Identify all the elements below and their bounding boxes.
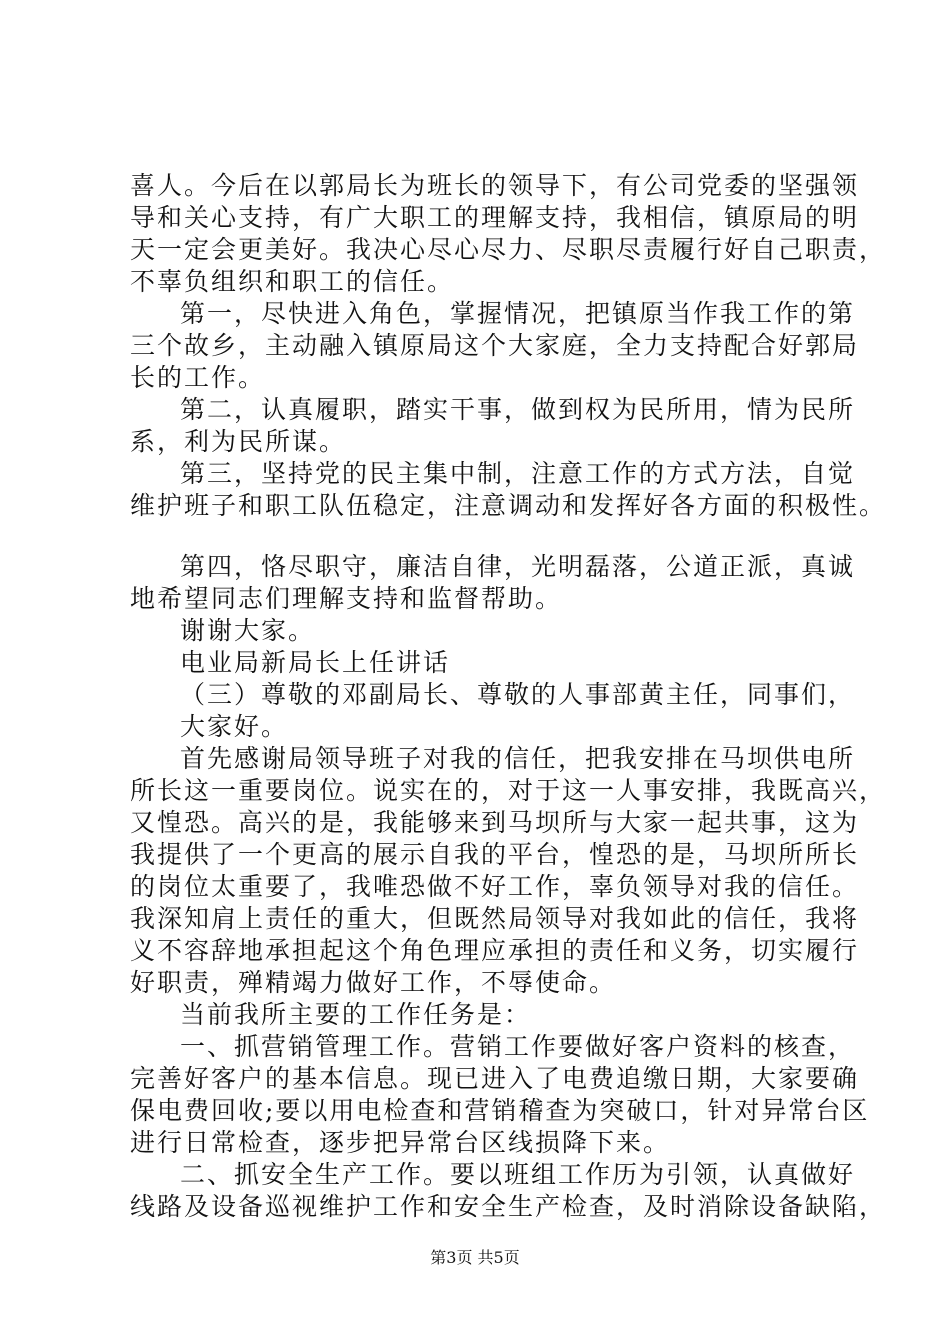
text-line: 第四，恪尽职守，廉洁自律，光明磊落，公道正派，真诚 [180, 552, 856, 581]
text-line: 第二，认真履职，踏实干事，做到权为民所用，情为民所 [180, 395, 856, 424]
text-line: 维护班子和职工队伍稳定，注意调动和发挥好各方面的积极性。 [130, 491, 887, 520]
text-line: 谢谢大家。 [180, 616, 316, 645]
text-line: 所长这一重要岗位。说实在的，对于这一人事安排，我既高兴， [130, 776, 887, 805]
text-line: 第三，坚持党的民主集中制，注意工作的方式方法，自觉 [180, 459, 856, 488]
text-line: 的岗位太重要了，我唯恐做不好工作，辜负领导对我的信任。 [130, 872, 860, 901]
text-line: 大家好。 [180, 712, 289, 741]
text-block-upper [130, 170, 887, 522]
text-line: 好职责，殚精竭力做好工作，不辱使命。 [130, 968, 617, 997]
text-line: 天一定会更美好。我决心尽心尽力、尽职尽责履行好自己职责， [130, 235, 887, 264]
text-line: 我提供了一个更高的展示自我的平台，惶恐的是，马坝所所长 [130, 840, 860, 869]
text-line: 首先感谢局领导班子对我的信任，把我安排在马坝供电所 [180, 744, 856, 773]
document-body [130, 170, 887, 1223]
text-line: 线路及设备巡视维护工作和安全生产检查，及时消除设备缺陷， [130, 1192, 887, 1221]
text-line: 又惶恐。高兴的是，我能够来到马坝所与大家一起共事，这为 [130, 808, 860, 837]
text-line: 当前我所主要的工作任务是： [180, 1000, 532, 1029]
page-footer: 第3页 共5页 [430, 1248, 520, 1267]
text-block-lower [130, 551, 887, 1223]
text-line: 保电费回收;要以用电检查和营销稽查为突破口，针对异常台区 [130, 1096, 870, 1125]
paragraph-gap [130, 522, 850, 551]
text-line: 我深知肩上责任的重大，但既然局领导对我如此的信任，我将 [130, 904, 860, 933]
text-line: 不辜负组织和职工的信任。 [130, 267, 455, 296]
text-line: （三）尊敬的邓副局长、尊敬的人事部黄主任，同事们， [180, 680, 856, 709]
text-line: 喜人。今后在以郭局长为班长的领导下，有公司党委的坚强领 [130, 171, 860, 200]
text-line: 进行日常检查，逐步把异常台区线损降下来。 [130, 1128, 671, 1157]
text-line: 导和关心支持，有广大职工的理解支持，我相信，镇原局的明 [130, 203, 860, 232]
text-line: 三个故乡，主动融入镇原局这个大家庭，全力支持配合好郭局 [130, 331, 860, 360]
text-line: 长的工作。 [130, 363, 266, 392]
text-line: 系，利为民所谋。 [130, 427, 347, 456]
text-line: 义不容辞地承担起这个角色理应承担的责任和义务，切实履行 [130, 936, 860, 965]
text-line: 电业局新局长上任讲话 [180, 648, 451, 677]
text-line: 一、抓营销管理工作。营销工作要做好客户资料的核查， [180, 1032, 856, 1061]
text-line: 第一，尽快进入角色，掌握情况，把镇原当作我工作的第 [180, 299, 856, 328]
text-line: 地希望同志们理解支持和监督帮助。 [130, 584, 563, 613]
text-line: 二、抓安全生产工作。要以班组工作历为引领，认真做好 [180, 1160, 856, 1189]
text-line: 完善好客户的基本信息。现已进入了电费追缴日期，大家要确 [130, 1064, 860, 1093]
